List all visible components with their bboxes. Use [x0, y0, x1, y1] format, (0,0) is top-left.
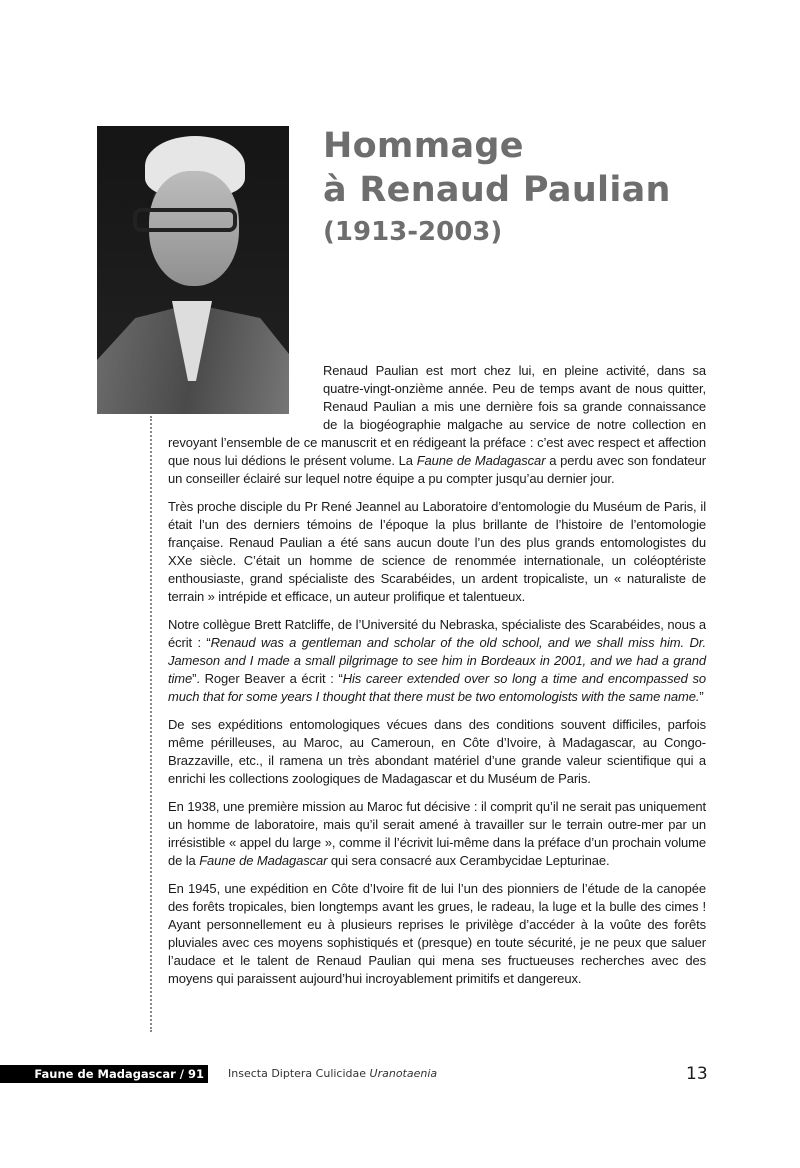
page-footer — [0, 1065, 800, 1087]
text: Notre collègue Brett Ratcliffe, de l’Université du Nebraska, spécialiste des Scarabéides, nous a écrit : “ — [168, 617, 706, 650]
text: ”. Roger Beaver a écrit : “ — [192, 671, 343, 686]
footer-subtitle-genus: Uranotaenia — [369, 1067, 438, 1080]
italic-text: His career extended over so long a time and encompassed so much that for some years I thought that there must be two entomologists with the same name. — [168, 671, 706, 704]
title-line-2: à Renaud Paulian — [323, 170, 671, 210]
italic-text: Renaud was a gentleman and scholar of the old school, and we shall miss him. Dr. Jameson and I made a small pilgrimage to see him in Bordeaux in 2001, and we had a grand time — [168, 635, 706, 686]
text: De ses expéditions entomologiques vécues dans des conditions souvent difficiles, parfois même périlleuses, au Maroc, au Cameroun, en Côte d’Ivoire, à Madagascar, au Congo-Brazzaville, etc., il ramena un très abondant matériel d’une grande valeur scientifique qui a enrichi les collections zoologiques de Madagascar et du Muséum de Paris. — [168, 717, 706, 786]
page-title — [323, 124, 671, 252]
footer-subtitle — [228, 1065, 437, 1083]
text: ” — [699, 689, 704, 704]
page-number: 13 — [686, 1064, 708, 1084]
footer-series: Faune de Madagascar / 91 — [0, 1065, 208, 1083]
text: En 1938, une première mission au Maroc fut décisive : il comprit qu’il ne serait pas uniquement un homme de laboratoire, mais qu’il serait amené à travailler sur le terrain outre-mer par un irrésistible « appel du large », comme il l’écrivit lui-même dans la préface d’un prochain volume de la — [168, 799, 706, 868]
title-line-1: Hommage — [323, 126, 524, 166]
page-flow — [0, 362, 800, 1087]
paragraph — [168, 498, 706, 606]
paragraph — [168, 880, 706, 988]
article-body — [168, 362, 706, 988]
paragraph — [168, 716, 706, 788]
text: En 1945, une expédition en Côte d’Ivoire fit de lui l’un des pionniers de l’étude de la canopée des forêts tropicales, bien longtemps avant les grues, le radeau, la luge et la bulle des cimes ! Ayant personnellement eu à plusieurs reprises le privilège d’accéder à la voûte des forêts pluviales avec ces moyens sophistiqués et (presque) en toute sécurité, je ne peux que saluer l’audace et le talent de Renaud Paulian qui mena ses fructueuses recherches avec des moyens qui paraissent aujourd’hui incroyablement primitifs et dangereux. — [168, 881, 706, 986]
footer-subtitle-text: Insecta Diptera Culicidae — [228, 1067, 370, 1080]
italic-text: Faune de Madagascar — [416, 453, 546, 468]
paragraph — [168, 362, 706, 488]
text: Renaud Paulian est mort chez lui, en pleine activité, dans sa quatre-vingt-onzième année. Peu de temps avant de nous quitter, Renaud Paulian a mis une dernière fois sa grande connaissance de la biogéographie malgache au service de notre collection en revoyant l’ensemble de ce manuscrit et en rédigeant la préface : c’est avec respect et affection que nous lui dédions le présent volume. La — [168, 363, 706, 468]
text: a perdu avec son fondateur un conseiller éclairé sur lequel notre équipe a pu compter jusqu’au dernier jour. — [168, 453, 706, 486]
italic-text: Faune de Madagascar — [199, 853, 328, 868]
text: qui sera consacré aux Cerambycidae Lepturinae. — [327, 853, 610, 868]
paragraph — [168, 616, 706, 706]
paragraph — [168, 798, 706, 870]
text: Très proche disciple du Pr René Jeannel au Laboratoire d’entomologie du Muséum de Paris, il était l’un des derniers témoins de l’époque la plus brillante de l’histoire de l’entomologie française. Renaud Paulian a été sans aucun doute l’un des plus grands entomologistes du XXe siècle. C’était un homme de science de renommée internationale, un coléoptériste enthousiaste, grand spécialiste des Scarabéides, un ardent tropicaliste, un « naturaliste de terrain » intrépide et efficace, un auteur prolifique et talentueux. — [168, 499, 706, 604]
title-dates: (1913-2003) — [323, 217, 503, 247]
